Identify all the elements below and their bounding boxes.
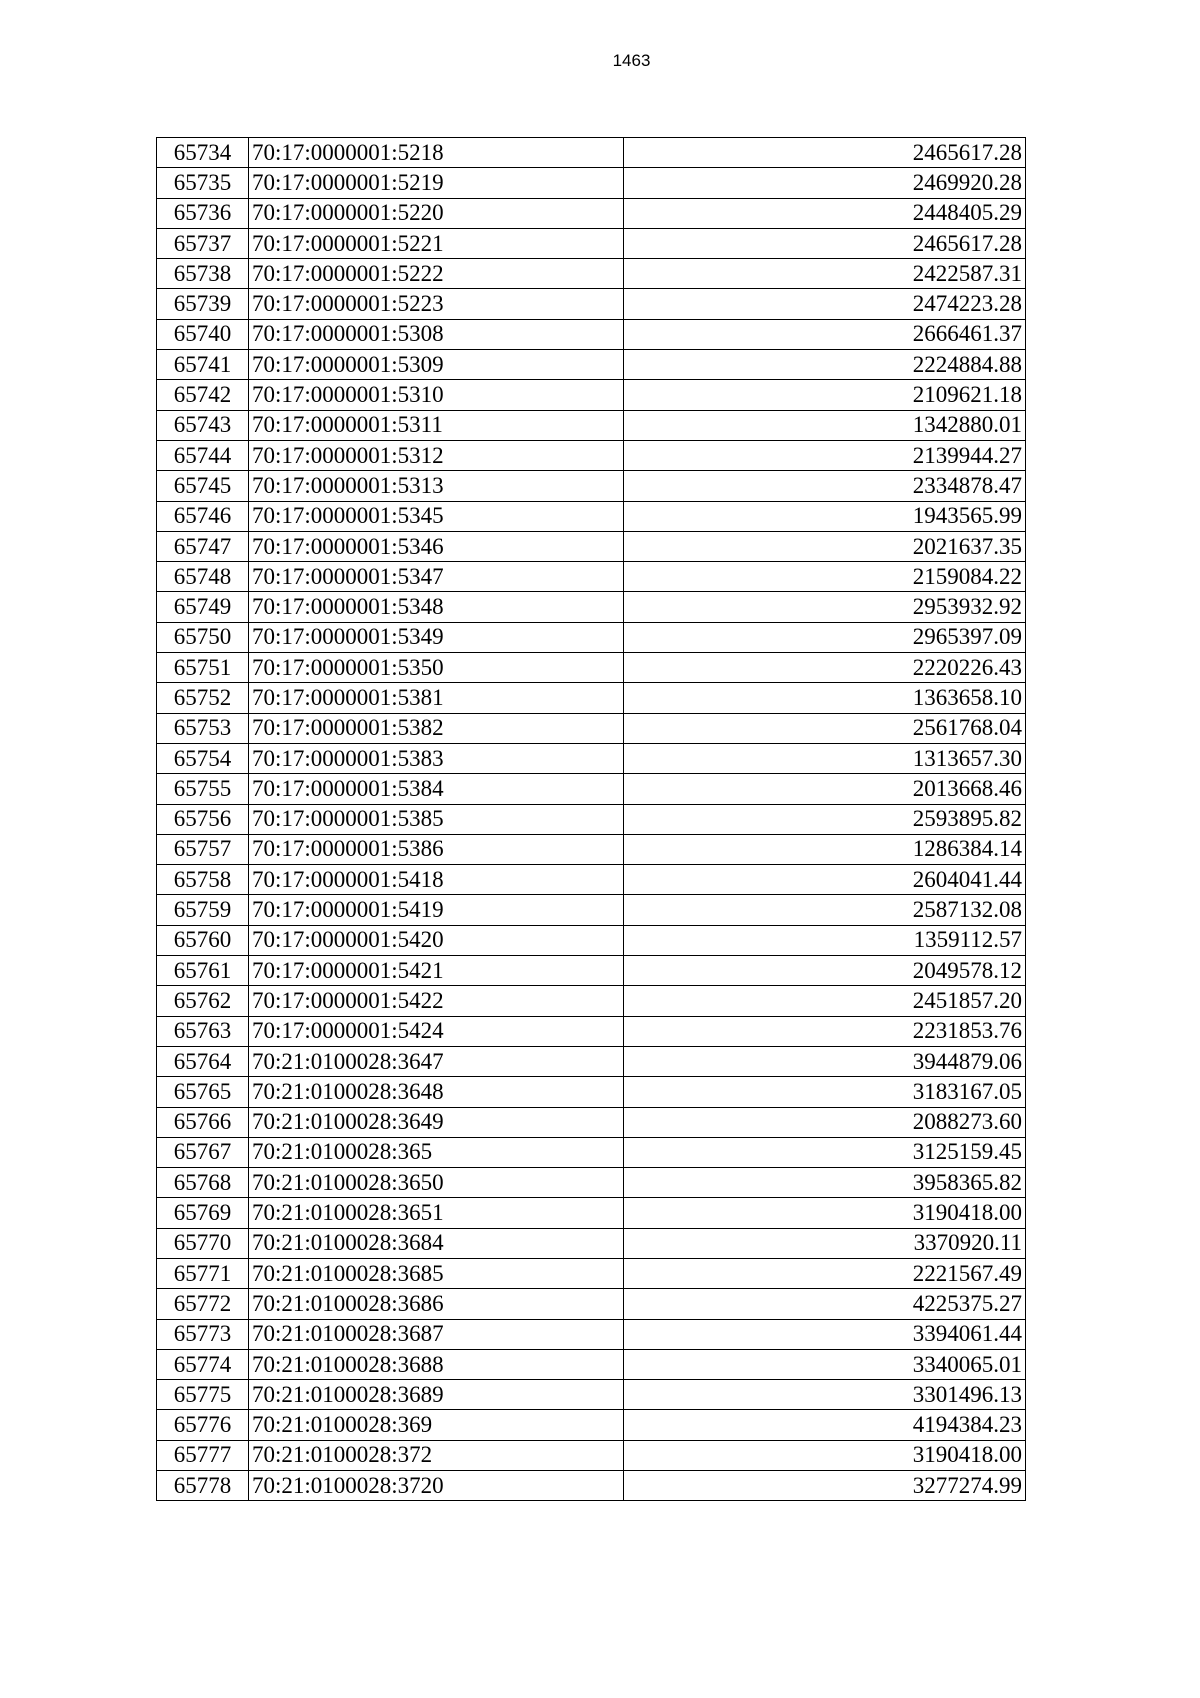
row-number-cell: 65778 <box>157 1471 249 1501</box>
row-number-cell: 65774 <box>157 1349 249 1379</box>
row-number-cell: 65763 <box>157 1016 249 1046</box>
cadastral-value-cell: 2451857.20 <box>624 986 1026 1016</box>
row-number-cell: 65755 <box>157 774 249 804</box>
cadastral-value-cell: 2231853.76 <box>624 1016 1026 1046</box>
cadastral-value-cell: 3958365.82 <box>624 1168 1026 1198</box>
cadastral-value-cell: 2159084.22 <box>624 562 1026 592</box>
row-number-cell: 65757 <box>157 834 249 864</box>
cadastral-number-cell: 70:17:0000001:5419 <box>249 895 624 925</box>
cadastral-number-cell: 70:21:0100028:3720 <box>249 1471 624 1501</box>
table-row <box>157 168 1026 198</box>
cadastral-value-cell: 2021637.35 <box>624 531 1026 561</box>
row-number-cell: 65735 <box>157 168 249 198</box>
cadastral-number-cell: 70:17:0000001:5348 <box>249 592 624 622</box>
cadastral-value-cell: 1286384.14 <box>624 834 1026 864</box>
table-body <box>157 138 1026 1501</box>
table-row <box>157 380 1026 410</box>
cadastral-number-cell: 70:17:0000001:5311 <box>249 410 624 440</box>
row-number-cell: 65736 <box>157 198 249 228</box>
cadastral-number-cell: 70:17:0000001:5308 <box>249 319 624 349</box>
table-row <box>157 138 1026 168</box>
cadastral-number-cell: 70:21:0100028:365 <box>249 1137 624 1167</box>
row-number-cell: 65769 <box>157 1198 249 1228</box>
cadastral-number-cell: 70:17:0000001:5345 <box>249 501 624 531</box>
cadastral-number-cell: 70:21:0100028:3689 <box>249 1380 624 1410</box>
cadastral-number-cell: 70:17:0000001:5309 <box>249 350 624 380</box>
row-number-cell: 65770 <box>157 1228 249 1258</box>
cadastral-number-cell: 70:21:0100028:3648 <box>249 1077 624 1107</box>
cadastral-number-cell: 70:17:0000001:5220 <box>249 198 624 228</box>
row-number-cell: 65750 <box>157 622 249 652</box>
row-number-cell: 65751 <box>157 653 249 683</box>
row-number-cell: 65776 <box>157 1410 249 1440</box>
table-row <box>157 1168 1026 1198</box>
row-number-cell: 65760 <box>157 925 249 955</box>
cadastral-value-cell: 1363658.10 <box>624 683 1026 713</box>
table-row <box>157 531 1026 561</box>
cadastral-value-cell: 2220226.43 <box>624 653 1026 683</box>
cadastral-value-cell: 2109621.18 <box>624 380 1026 410</box>
cadastral-number-cell: 70:21:0100028:3650 <box>249 1168 624 1198</box>
cadastral-value-cell: 2422587.31 <box>624 259 1026 289</box>
cadastral-number-cell: 70:17:0000001:5383 <box>249 743 624 773</box>
row-number-cell: 65743 <box>157 410 249 440</box>
cadastral-value-cell: 2334878.47 <box>624 471 1026 501</box>
table-row <box>157 1016 1026 1046</box>
cadastral-value-cell: 2561768.04 <box>624 713 1026 743</box>
cadastral-value-cell: 2604041.44 <box>624 865 1026 895</box>
row-number-cell: 65747 <box>157 531 249 561</box>
row-number-cell: 65775 <box>157 1380 249 1410</box>
cadastral-value-cell: 2088273.60 <box>624 1107 1026 1137</box>
table-row <box>157 319 1026 349</box>
cadastral-value-cell: 2965397.09 <box>624 622 1026 652</box>
cadastral-number-cell: 70:17:0000001:5347 <box>249 562 624 592</box>
cadastral-number-cell: 70:17:0000001:5222 <box>249 259 624 289</box>
table-row <box>157 1258 1026 1288</box>
table-row <box>157 198 1026 228</box>
cadastral-value-cell: 3394061.44 <box>624 1319 1026 1349</box>
table-row <box>157 713 1026 743</box>
table-row <box>157 410 1026 440</box>
cadastral-number-cell: 70:17:0000001:5221 <box>249 228 624 258</box>
cadastral-value-cell: 2593895.82 <box>624 804 1026 834</box>
row-number-cell: 65741 <box>157 350 249 380</box>
cadastral-number-cell: 70:17:0000001:5424 <box>249 1016 624 1046</box>
cadastral-value-cell: 2049578.12 <box>624 956 1026 986</box>
cadastral-value-cell: 3370920.11 <box>624 1228 1026 1258</box>
table-row <box>157 895 1026 925</box>
table-row <box>157 804 1026 834</box>
row-number-cell: 65742 <box>157 380 249 410</box>
table-row <box>157 1077 1026 1107</box>
cadastral-value-cell: 3301496.13 <box>624 1380 1026 1410</box>
table-row <box>157 562 1026 592</box>
row-number-cell: 65765 <box>157 1077 249 1107</box>
cadastral-number-cell: 70:21:0100028:372 <box>249 1440 624 1470</box>
cadastral-number-cell: 70:17:0000001:5381 <box>249 683 624 713</box>
cadastral-number-cell: 70:17:0000001:5386 <box>249 834 624 864</box>
table-row <box>157 350 1026 380</box>
cadastral-value-cell: 2465617.28 <box>624 138 1026 168</box>
table-row <box>157 1349 1026 1379</box>
row-number-cell: 65771 <box>157 1258 249 1288</box>
cadastral-value-cell: 3340065.01 <box>624 1349 1026 1379</box>
cadastral-number-cell: 70:17:0000001:5384 <box>249 774 624 804</box>
cadastral-number-cell: 70:17:0000001:5420 <box>249 925 624 955</box>
cadastral-number-cell: 70:17:0000001:5223 <box>249 289 624 319</box>
cadastral-number-cell: 70:21:0100028:3687 <box>249 1319 624 1349</box>
row-number-cell: 65766 <box>157 1107 249 1137</box>
table-row <box>157 259 1026 289</box>
cadastral-number-cell: 70:17:0000001:5346 <box>249 531 624 561</box>
row-number-cell: 65767 <box>157 1137 249 1167</box>
cadastral-value-cell: 3125159.45 <box>624 1137 1026 1167</box>
cadastral-number-cell: 70:17:0000001:5218 <box>249 138 624 168</box>
table-row <box>157 622 1026 652</box>
row-number-cell: 65754 <box>157 743 249 773</box>
cadastral-value-cell: 2221567.49 <box>624 1258 1026 1288</box>
cadastral-value-table <box>156 137 1026 1501</box>
cadastral-value-cell: 2666461.37 <box>624 319 1026 349</box>
table-row <box>157 865 1026 895</box>
cadastral-number-cell: 70:21:0100028:3649 <box>249 1107 624 1137</box>
table-row <box>157 1198 1026 1228</box>
row-number-cell: 65758 <box>157 865 249 895</box>
row-number-cell: 65740 <box>157 319 249 349</box>
table-row <box>157 653 1026 683</box>
table-row <box>157 1137 1026 1167</box>
cadastral-number-cell: 70:17:0000001:5349 <box>249 622 624 652</box>
row-number-cell: 65768 <box>157 1168 249 1198</box>
table-row <box>157 471 1026 501</box>
cadastral-value-cell: 1359112.57 <box>624 925 1026 955</box>
row-number-cell: 65777 <box>157 1440 249 1470</box>
row-number-cell: 65772 <box>157 1289 249 1319</box>
cadastral-value-cell: 3183167.05 <box>624 1077 1026 1107</box>
row-number-cell: 65756 <box>157 804 249 834</box>
table-row <box>157 834 1026 864</box>
cadastral-value-cell: 2139944.27 <box>624 440 1026 470</box>
cadastral-value-cell: 3944879.06 <box>624 1046 1026 1076</box>
table-row <box>157 592 1026 622</box>
cadastral-number-cell: 70:17:0000001:5382 <box>249 713 624 743</box>
table-row <box>157 986 1026 1016</box>
table-row <box>157 956 1026 986</box>
cadastral-value-cell: 2465617.28 <box>624 228 1026 258</box>
row-number-cell: 65762 <box>157 986 249 1016</box>
cadastral-number-cell: 70:17:0000001:5219 <box>249 168 624 198</box>
cadastral-number-cell: 70:17:0000001:5350 <box>249 653 624 683</box>
row-number-cell: 65737 <box>157 228 249 258</box>
table-row <box>157 683 1026 713</box>
table-row <box>157 1228 1026 1258</box>
cadastral-value-cell: 2224884.88 <box>624 350 1026 380</box>
row-number-cell: 65764 <box>157 1046 249 1076</box>
row-number-cell: 65759 <box>157 895 249 925</box>
cadastral-value-cell: 1943565.99 <box>624 501 1026 531</box>
row-number-cell: 65761 <box>157 956 249 986</box>
row-number-cell: 65753 <box>157 713 249 743</box>
cadastral-value-cell: 2448405.29 <box>624 198 1026 228</box>
cadastral-value-cell: 1313657.30 <box>624 743 1026 773</box>
table-row <box>157 1107 1026 1137</box>
row-number-cell: 65749 <box>157 592 249 622</box>
cadastral-value-cell: 2953932.92 <box>624 592 1026 622</box>
cadastral-number-cell: 70:17:0000001:5422 <box>249 986 624 1016</box>
cadastral-number-cell: 70:21:0100028:3684 <box>249 1228 624 1258</box>
cadastral-number-cell: 70:21:0100028:3688 <box>249 1349 624 1379</box>
table-row <box>157 1289 1026 1319</box>
table-row <box>157 440 1026 470</box>
table-row <box>157 743 1026 773</box>
table-row <box>157 1046 1026 1076</box>
table-row <box>157 228 1026 258</box>
cadastral-number-cell: 70:21:0100028:369 <box>249 1410 624 1440</box>
cadastral-number-cell: 70:21:0100028:3651 <box>249 1198 624 1228</box>
table-row <box>157 1410 1026 1440</box>
cadastral-number-cell: 70:17:0000001:5310 <box>249 380 624 410</box>
table-row <box>157 925 1026 955</box>
table-row <box>157 501 1026 531</box>
cadastral-number-cell: 70:21:0100028:3686 <box>249 1289 624 1319</box>
cadastral-value-cell: 3190418.00 <box>624 1198 1026 1228</box>
table-row <box>157 1440 1026 1470</box>
cadastral-value-cell: 4194384.23 <box>624 1410 1026 1440</box>
table-row <box>157 1471 1026 1501</box>
row-number-cell: 65744 <box>157 440 249 470</box>
cadastral-number-cell: 70:17:0000001:5312 <box>249 440 624 470</box>
cadastral-value-cell: 4225375.27 <box>624 1289 1026 1319</box>
row-number-cell: 65752 <box>157 683 249 713</box>
row-number-cell: 65734 <box>157 138 249 168</box>
row-number-cell: 65773 <box>157 1319 249 1349</box>
cadastral-number-cell: 70:21:0100028:3647 <box>249 1046 624 1076</box>
cadastral-number-cell: 70:17:0000001:5418 <box>249 865 624 895</box>
cadastral-value-cell: 2587132.08 <box>624 895 1026 925</box>
cadastral-value-cell: 2013668.46 <box>624 774 1026 804</box>
cadastral-number-cell: 70:17:0000001:5421 <box>249 956 624 986</box>
row-number-cell: 65745 <box>157 471 249 501</box>
cadastral-value-cell: 3190418.00 <box>624 1440 1026 1470</box>
cadastral-value-cell: 2474223.28 <box>624 289 1026 319</box>
cadastral-value-cell: 2469920.28 <box>624 168 1026 198</box>
table-row <box>157 1380 1026 1410</box>
cadastral-value-cell: 1342880.01 <box>624 410 1026 440</box>
table-row <box>157 1319 1026 1349</box>
row-number-cell: 65739 <box>157 289 249 319</box>
table-row <box>157 289 1026 319</box>
cadastral-number-cell: 70:21:0100028:3685 <box>249 1258 624 1288</box>
cadastral-number-cell: 70:17:0000001:5385 <box>249 804 624 834</box>
page-number: 1463 <box>612 51 651 70</box>
cadastral-value-cell: 3277274.99 <box>624 1471 1026 1501</box>
cadastral-number-cell: 70:17:0000001:5313 <box>249 471 624 501</box>
row-number-cell: 65738 <box>157 259 249 289</box>
row-number-cell: 65746 <box>157 501 249 531</box>
table-row <box>157 774 1026 804</box>
row-number-cell: 65748 <box>157 562 249 592</box>
